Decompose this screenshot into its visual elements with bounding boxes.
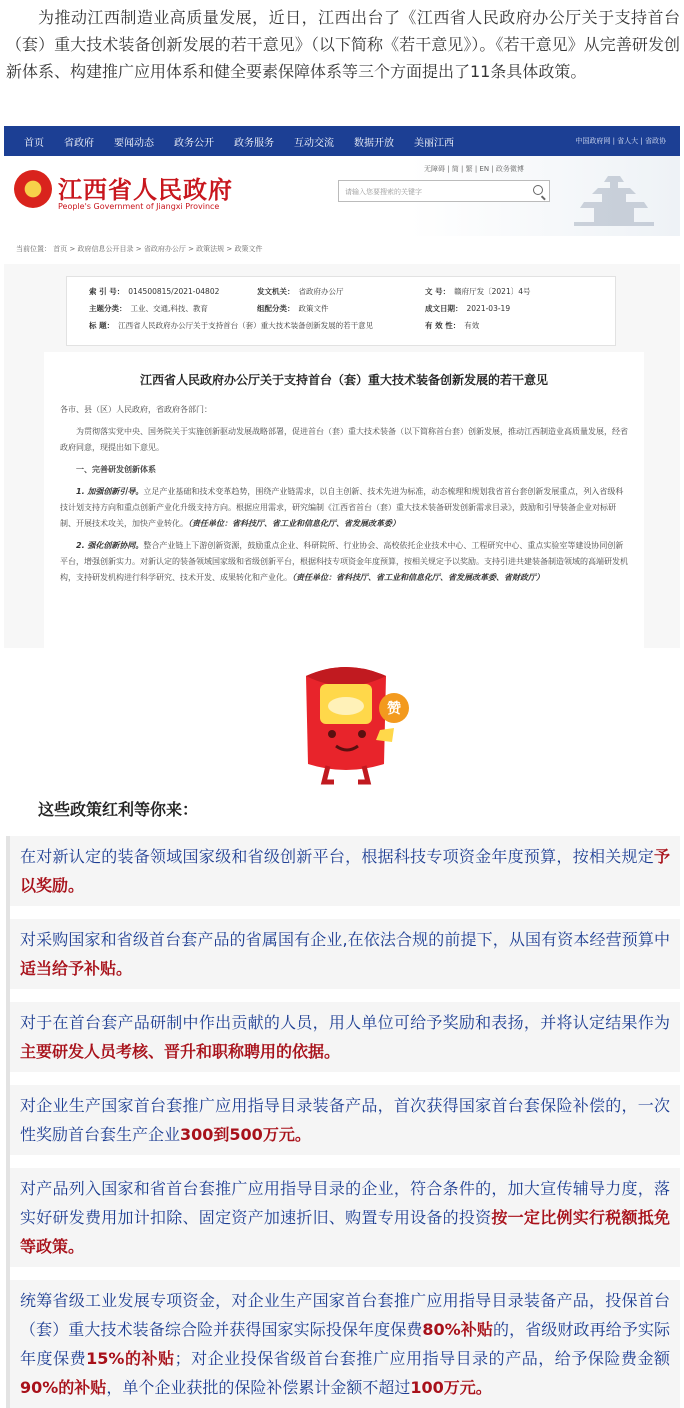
policy-text: ；对企业投保省级首台套推广应用指导目录的产品，给予保险费金额 <box>174 1349 670 1368</box>
item-2-responsible: （责任单位：省科技厅、省工业和信息化厅、省发展改革委、省财政厅） <box>292 573 544 582</box>
policy-text: 在对新认定的装备领域国家级和省级创新平台，根据科技专项资金年度预算，按相关规定 <box>20 847 654 866</box>
meta-value: 014500815/2021-04802 <box>128 287 220 296</box>
site-nav-bar <box>4 126 680 156</box>
meta-cell <box>257 286 425 297</box>
meta-value: 政策文件 <box>298 304 329 313</box>
item-1-heading: 1. 加强创新引导。 <box>76 487 144 496</box>
policy-text: 对于在首台套产品研制中作出贡献的人员，用人单位可给予奖励和表扬，并将认定结果作为 <box>20 1013 670 1032</box>
meta-value: 工业、交通,科技、教育 <box>130 304 208 313</box>
meta-row <box>89 317 593 334</box>
site-english-name: People's Government of Jiangxi Province <box>58 202 220 211</box>
meta-cell <box>89 303 257 314</box>
policy-highlight: 90%的补贴 <box>20 1378 107 1397</box>
site-nav-item: 首页 <box>24 137 44 149</box>
meta-cell <box>425 303 593 314</box>
meta-cell <box>89 320 425 331</box>
policy-item <box>10 1280 680 1408</box>
meta-value: 有效 <box>464 321 480 330</box>
policy-highlight: 100万元。 <box>410 1378 492 1397</box>
site-nav-item: 数据开放 <box>354 137 394 149</box>
policy-highlight: 300到500万元。 <box>180 1125 311 1144</box>
policy-text: 对采购国家和省级首台套产品的省属国有企业,在依法合规的前提下，从国有资本经营预算中 <box>20 930 670 949</box>
document-item-2 <box>60 538 628 586</box>
site-search-input <box>338 180 550 202</box>
site-nav-item: 政务服务 <box>234 137 274 149</box>
pavilion-illustration-icon <box>554 162 674 232</box>
site-nav-item: 要闻动态 <box>114 137 154 149</box>
search-placeholder: 请输入您要搜索的关键字 <box>345 188 422 196</box>
document-item-1 <box>60 484 628 532</box>
item-2-body: 整合产业链上下游创新资源，鼓励重点企业、科研院所、行业协会、高校依托企业技术中心、工程研究中心、重点实验室等建设协同创新平台，增强创新实力。对新认定的装备领域国家级和省级创新平台，根据科技专项资金年度预算，按相关规定予以奖励。支持引进共建装备制造领域的高端研发机构，支持研发机构进行科学研究、技术开发、成果转化和产业化。 <box>60 541 628 582</box>
meta-value: 2021-03-19 <box>466 304 511 313</box>
policy-highlight: 予以奖励。 <box>20 847 670 895</box>
nav-right-links: 中国政府网 | 省人大 | 省政协 <box>575 137 666 145</box>
meta-cell <box>89 286 257 297</box>
policy-highlight: 适当给予补贴。 <box>20 959 133 978</box>
policy-item <box>10 1168 680 1267</box>
document-meta-table <box>66 276 616 346</box>
meta-key: 索 引 号： <box>89 287 125 296</box>
meta-cell <box>425 286 593 297</box>
policy-highlight: 15%的补贴 <box>86 1349 175 1368</box>
header-top-links: 无障碍 | 简 | 繁 | EN | 政务微博 <box>424 165 524 173</box>
site-name: 江西省人民政府 <box>58 176 233 204</box>
meta-cell <box>425 320 593 331</box>
praise-badge-label: 赞 <box>387 701 401 717</box>
item-1-responsible: （责任单位：省科技厅、省工业和信息化厅、省发展改革委） <box>188 519 400 528</box>
meta-key: 有 效 性： <box>425 321 461 330</box>
intro-paragraph: 为推动江西制造业高质量发展，近日，江西出台了《江西省人民政府办公厅关于支持首台（套）重大技术装备创新发展的若干意见》（以下简称《若干意见》）。《若干意见》从完善研发创新体系、构建推广应用体系和健全要素保障体系等三个方面提出了11条具体政策。 <box>6 8 680 81</box>
document-salutation: 各市、县（区）人民政府，省政府各部门： <box>60 405 212 414</box>
breadcrumb: 当前位置： 首页 > 政府信息公开目录 > 省政府办公厅 > 政策法规 > 政策文件 <box>4 236 680 264</box>
policy-item <box>10 919 680 989</box>
red-envelope-mascot-icon <box>276 656 416 786</box>
meta-key: 成文日期： <box>425 304 463 313</box>
meta-key: 发文机关： <box>257 287 295 296</box>
policy-list <box>6 836 680 1408</box>
meta-value: 赣府厅发〔2021〕4号 <box>454 287 531 296</box>
embedded-government-page-screenshot <box>4 126 680 648</box>
policy-text: ，单个企业获批的保险补偿累计金额不超过 <box>106 1378 411 1397</box>
policy-text: 的，省级财政再给予实际年度保费 <box>20 1320 670 1368</box>
policy-highlight: 80%补贴 <box>422 1320 493 1339</box>
meta-value: 江西省人民政府办公厅关于支持首台（套）重大技术装备创新发展的若干意见 <box>118 321 374 330</box>
document-section-heading: 一、完善研发创新体系 <box>76 465 156 474</box>
policy-text: 对企业生产国家首台套推广应用指导目录装备产品，首次获得国家首台套保险补偿的，一次性奖励首台套生产企业 <box>20 1096 670 1144</box>
meta-key: 主题分类： <box>89 304 127 313</box>
meta-value: 省政府办公厅 <box>298 287 344 296</box>
policy-text: 统筹省级工业发展专项资金，对企业生产国家首台套推广应用指导目录装备产品，投保首台（套）重大技术装备综合险并获得国家实际投保年度保费 <box>20 1291 670 1339</box>
site-nav-item: 政务公开 <box>174 137 214 149</box>
policy-text: 对产品列入国家和省首台套推广应用指导目录的企业，符合条件的，加大宣传辅导力度，落实好研发费用加计扣除、固定资产加速折旧、购置专用设备的投资 <box>20 1179 670 1227</box>
document-preamble: 为贯彻落实党中央、国务院关于实施创新驱动发展战略部署，促进首台（套）重大技术装备（以下简称首台套）创新发展，推动江西制造业高质量发展，经省政府同意，现提出如下意见。 <box>60 427 628 452</box>
site-header <box>4 156 680 236</box>
meta-row <box>89 300 593 317</box>
policy-lead-heading: 这些政策红利等你来： <box>38 800 199 819</box>
policy-item <box>10 1002 680 1072</box>
item-2-heading: 2. 强化创新协同。 <box>76 541 144 550</box>
site-nav-item: 省政府 <box>64 137 94 149</box>
meta-key: 组配分类： <box>257 304 295 313</box>
site-nav-item: 互动交流 <box>294 137 334 149</box>
national-emblem-icon <box>14 170 52 208</box>
document-body <box>44 352 644 648</box>
meta-key: 文 号： <box>425 287 451 296</box>
meta-key: 标 题： <box>89 321 115 330</box>
policy-item <box>10 1085 680 1155</box>
meta-row <box>89 283 593 300</box>
search-icon <box>533 185 543 195</box>
policy-item <box>10 836 680 906</box>
site-nav-item: 美丽江西 <box>414 137 454 149</box>
item-1-body: 立足产业基础和技术变革趋势，围绕产业链需求，以自主创新、技术先进为标准，动态梳理和规划我省首台套创新发展重点，列入省级科技计划支持方向和重点创新产业化升级支持方向。根据应用需求，研究编制《江西省首台（套）重大技术装备研发创新需求目录》，鼓励和引导装备企业对标研制、开展技术攻关，加快产业转化。 <box>60 487 624 528</box>
policy-highlight: 主要研发人员考核、晋升和职称聘用的依据。 <box>20 1042 341 1061</box>
document-title: 江西省人民政府办公厅关于支持首台（套）重大技术装备创新发展的若干意见 <box>139 373 548 387</box>
policy-highlight: 按一定比例实行税额抵免等政策。 <box>20 1208 670 1256</box>
meta-cell <box>257 303 425 314</box>
